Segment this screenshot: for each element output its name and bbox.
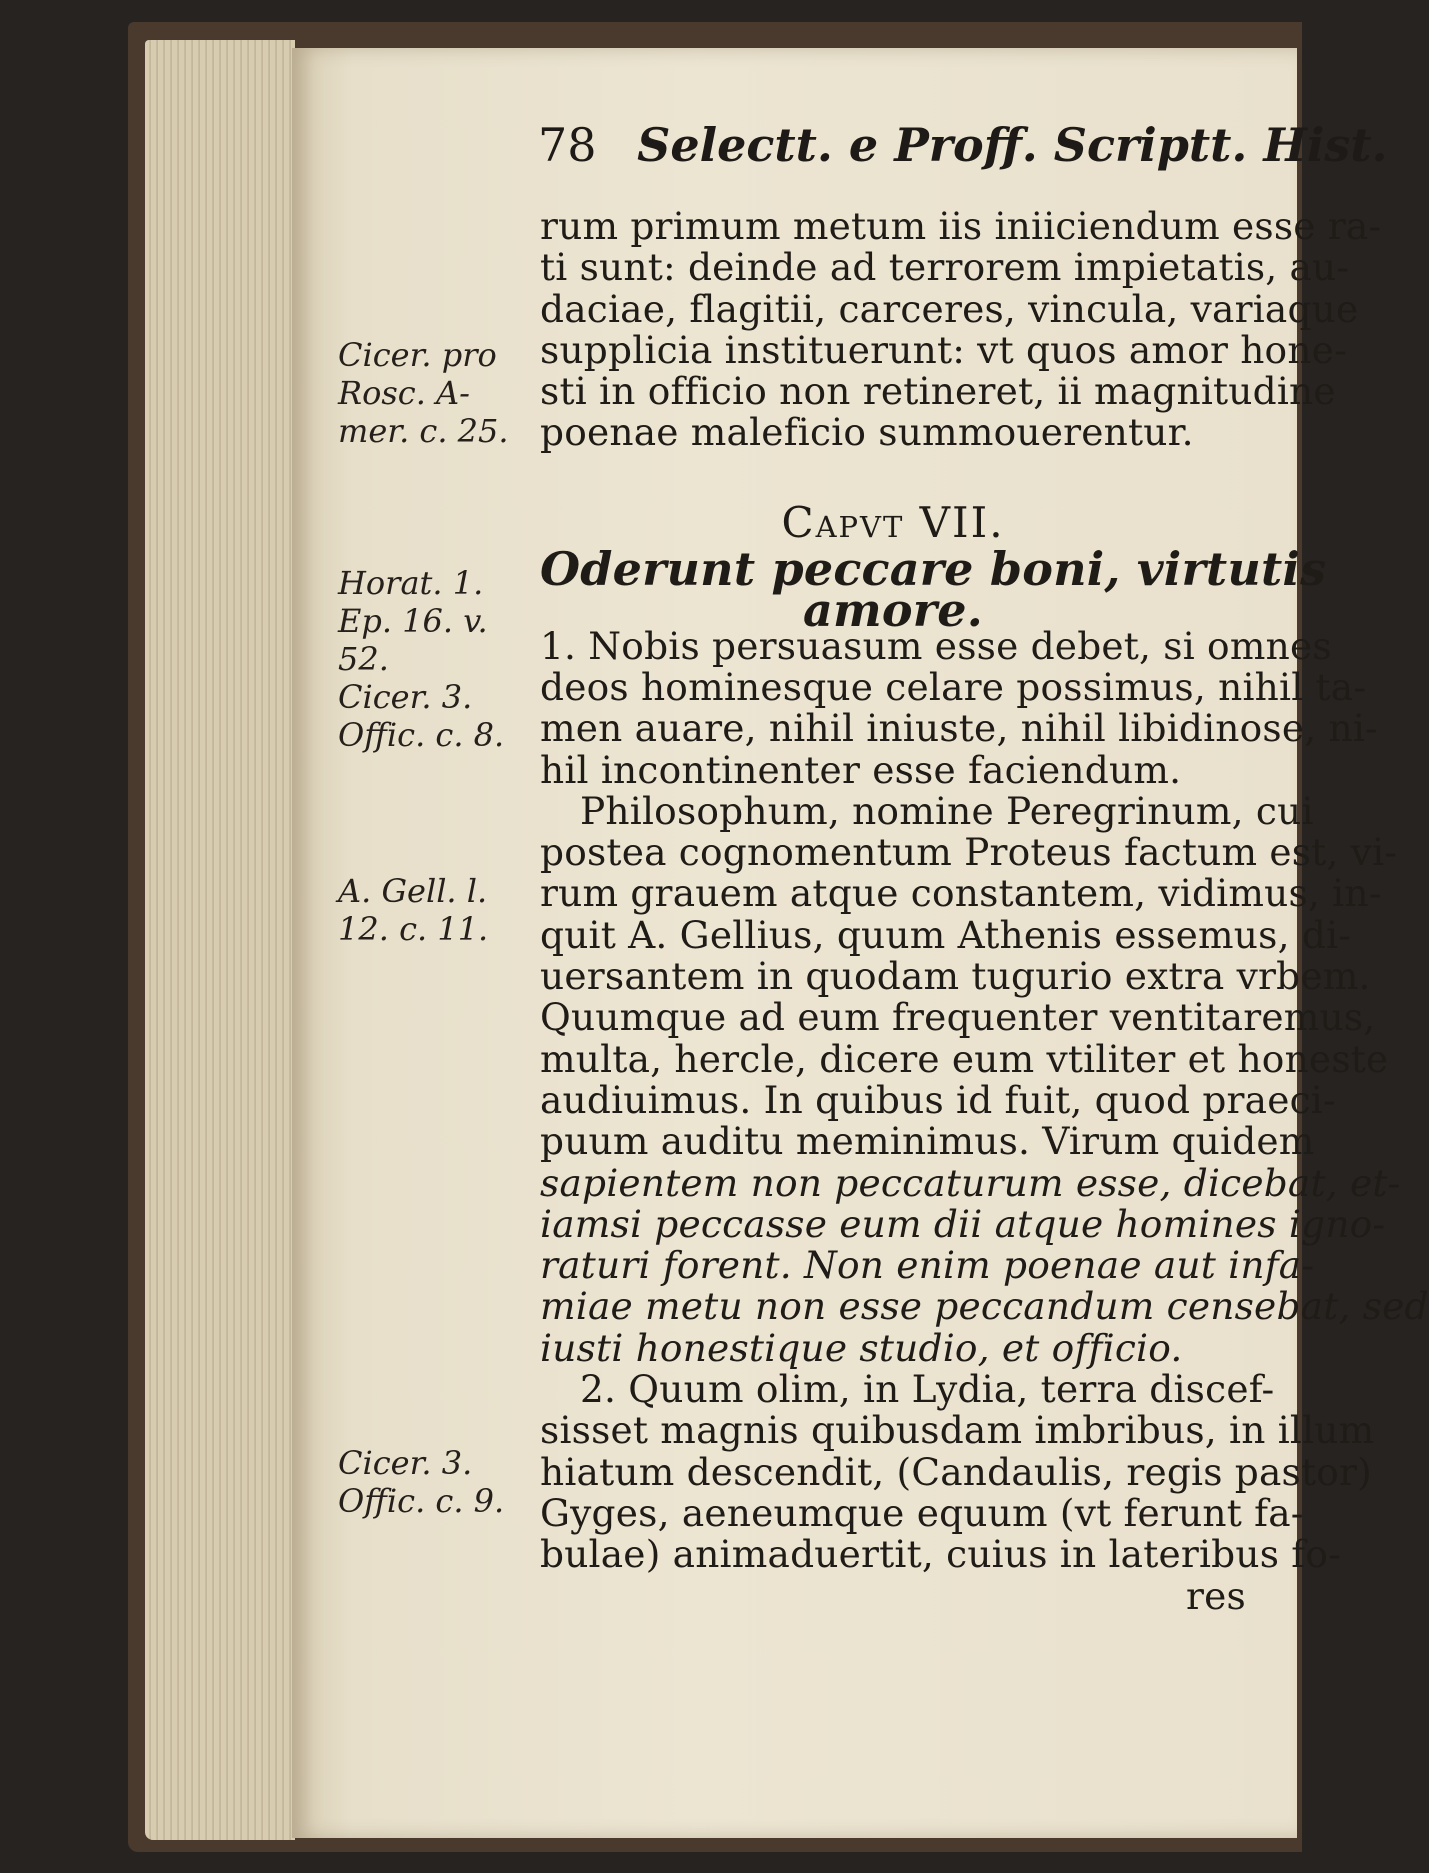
text-line: Gyges, aeneumque equum (vt ferunt fa-: [540, 1490, 1304, 1535]
text-line: iamsi peccasse eum dii atque homines igno-: [540, 1201, 1386, 1246]
text-line: iusti honestique studio, et officio.: [540, 1325, 1183, 1370]
text-line: sapientem non peccaturum esse, dicebat, et-: [540, 1160, 1401, 1205]
text-line: rum primum metum iis iniiciendum esse ra-: [540, 204, 1382, 248]
margin-note-line: 52.: [338, 640, 389, 678]
text-line: men auare, nihil iniuste, nihil libidinose, ni-: [540, 706, 1378, 751]
margin-note-gellius: [338, 872, 538, 948]
margin-note-line: Horat. 1.: [338, 564, 484, 602]
text-line: 1. Nobis persuasum esse debet, si omnes: [540, 623, 1332, 668]
text-line: Philosophum, nomine Peregrinum, cui: [580, 788, 1314, 833]
text-line: puum auditu meminimus. Virum quidem: [540, 1119, 1315, 1164]
text-line: deos hominesque celare possimus, nihil ta-: [540, 664, 1367, 709]
text-line: poenae maleficio summouerentur.: [540, 410, 1194, 455]
text-line: quit A. Gellius, quum Athenis essemus, di-: [540, 912, 1352, 957]
text-line: daciae, flagitii, carceres, vincula, variaque: [540, 286, 1359, 331]
text-line: bulae) animaduertit, cuius in lateribus fo-: [540, 1532, 1342, 1577]
margin-note-line: Cicer. pro: [338, 336, 497, 374]
margin-note-line: A. Gell. l.: [338, 872, 488, 910]
text-line: supplicia instituerunt: vt quos amor hone-: [540, 327, 1347, 372]
margin-note-line: Cicer. 3.: [338, 678, 473, 716]
running-header: [538, 118, 1388, 172]
text-line: raturi forent. Non enim poenae aut infa-: [540, 1243, 1315, 1288]
page-number: 78: [538, 118, 597, 172]
text-line: ti sunt: deinde ad terrorem impietatis, au-: [540, 245, 1350, 290]
chapter-title-cont: amore.: [803, 583, 983, 638]
margin-note-line: Cicer. 3.: [338, 1444, 473, 1482]
margin-note-line: Rosc. A-: [338, 374, 470, 412]
margin-note-horace: [338, 564, 538, 754]
text-line: hil incontinenter esse faciendum.: [540, 747, 1182, 792]
text-line: Quumque ad eum frequenter ventitaremus,: [540, 995, 1376, 1040]
text-line: postea cognomentum Proteus factum est, vi-: [540, 830, 1398, 875]
catchword: res: [1186, 1573, 1246, 1618]
margin-note-line: Ep. 16. v.: [338, 602, 488, 640]
page-edges: [145, 40, 295, 1840]
text-line: sti in officio non retineret, ii magnitudine: [540, 369, 1336, 414]
text-line: audiuimus. In quibus id fuit, quod praeci-: [540, 1077, 1336, 1122]
body-text: [540, 204, 1429, 1618]
text-line: miae metu non esse peccandum censebat, sed: [540, 1284, 1429, 1329]
margin-note-cicero-pro-roscio: [338, 336, 538, 450]
margin-note-line: mer. c. 25.: [338, 412, 509, 450]
text-line: 2. Quum olim, in Lydia, terra discef-: [580, 1367, 1275, 1412]
chapter-title: Oderunt peccare boni, virtutis: [540, 542, 1327, 597]
text-line: rum grauem atque constantem, vidimus, in-: [540, 871, 1382, 916]
text-line: multa, hercle, dicere eum vtiliter et honeste: [540, 1036, 1389, 1081]
margin-note-line: 12. c. 11.: [338, 910, 489, 948]
text-line: hiatum descendit, (Candaulis, regis pastor): [540, 1449, 1373, 1494]
margin-note-line: Offic. c. 9.: [338, 1482, 505, 1520]
text-line: uersantem in quodam tugurio extra vrbem.: [540, 954, 1371, 999]
margin-note-line: Offic. c. 8.: [338, 716, 505, 754]
chapter-heading: Capvt VII.: [781, 497, 1005, 547]
running-head: Selectt. e Proff. Scriptt. Hist.: [637, 118, 1388, 172]
margin-note-cicero-offic: [338, 1444, 538, 1520]
text-line: sisset magnis quibusdam imbribus, in illum: [540, 1408, 1375, 1453]
